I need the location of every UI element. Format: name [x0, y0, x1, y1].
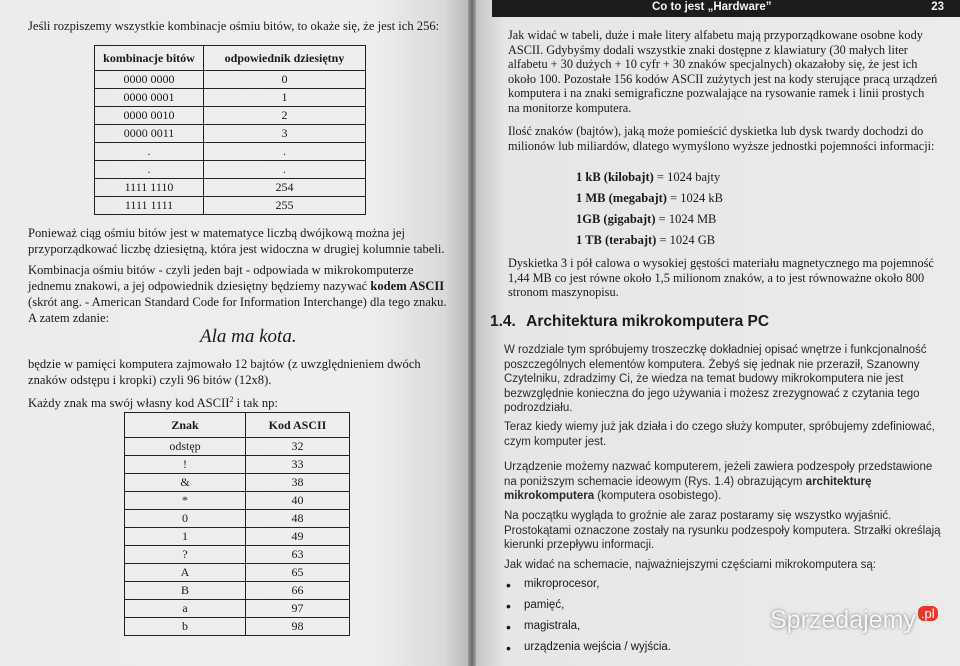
list-item: • mikroprocesor,	[512, 578, 671, 599]
table-cell: 48	[246, 510, 350, 528]
paragraph-architecture	[504, 460, 944, 504]
table-cell: 49	[246, 528, 350, 546]
table-cell: 0000 0010	[95, 107, 204, 125]
list-item: • urządzenia wejścia / wyjścia.	[512, 641, 671, 662]
table-cell: .	[204, 143, 366, 161]
unit-line	[576, 212, 716, 227]
table-row	[125, 456, 350, 474]
left-page	[0, 0, 468, 666]
table-cell: b	[125, 618, 246, 636]
table-row	[125, 582, 350, 600]
footnote-marker: 2	[229, 395, 234, 404]
paragraph: Na początku wygląda to groźnie ale zaraz postaramy się wszystko wyjaśnić. Prostokątami oznaczone zostały na rysunku podzespoły komputera. Strzałki określają kierunki przepływu informacji.	[504, 510, 941, 551]
table-row	[95, 161, 366, 179]
text-run: Kombinacja ośmiu bitów - czyli jeden bajt - odpowiada w mikrokomputerze jednemu znakowi, a jej odpowiednik dziesiętny będziemy nazywać	[28, 263, 414, 293]
table-cell: 33	[246, 456, 350, 474]
table-cell: 40	[246, 492, 350, 510]
table-cell: odstęp	[125, 438, 246, 456]
table-row	[125, 618, 350, 636]
table-row	[125, 438, 350, 456]
paragraph: Ilość znaków (bajtów), jaką może pomieścić dyskietka lub dysk twardy dochodzi do milionów lub miliardów, dlatego wymyślono wyższe jednostki pojemności informacji:	[508, 124, 935, 153]
intro-text: Jeśli rozpiszemy wszystkie kombinacje ośmiu bitów, to okaże się, że jest ich 256:	[28, 19, 440, 33]
table-cell: 0	[125, 510, 246, 528]
table-cell: 0	[204, 71, 366, 89]
table-cell: .	[204, 161, 366, 179]
example-sentence: Ala ma kota.	[200, 326, 297, 347]
watermark-badge: .pl	[918, 606, 938, 621]
table-cell: 1	[125, 528, 246, 546]
unit-name: 1 MB (megabajt)	[576, 191, 667, 205]
list-item: • pamięć,	[512, 599, 671, 620]
column-header: odpowiednik dziesiętny	[204, 46, 366, 71]
table-cell: A	[125, 564, 246, 582]
unit-line	[576, 233, 715, 248]
table-row	[125, 546, 350, 564]
right-page	[476, 0, 960, 666]
table-cell: 66	[246, 582, 350, 600]
bits-table	[94, 45, 366, 215]
unit-name: 1 TB (terabajt)	[576, 233, 657, 247]
page-number: 23	[931, 1, 944, 13]
chapter-title: Co to jest „Hardware”	[652, 1, 772, 13]
table-cell: *	[125, 492, 246, 510]
table-cell: .	[95, 143, 204, 161]
bold-term: kodem ASCII	[370, 279, 445, 293]
component-list	[512, 578, 671, 662]
table-header-row	[125, 413, 350, 438]
table-cell: 32	[246, 438, 350, 456]
paragraph: W rozdziale tym spróbujemy troszeczkę dokładniej opisać wnętrze i funkcjonalność poszczególnych elementów komputera. Żebyś się jednak nie przeraził, Szanowny Czytelniku, zdradzimy Ci, że wiedza na temat budowy mikrokomputera nie jest bezwzględnie konieczna do jego używania i możesz zrezygnować z czytania tego podrozdziału.	[504, 344, 927, 414]
section-heading	[490, 313, 769, 331]
table-row	[95, 89, 366, 107]
text-run: i tak np:	[233, 396, 278, 411]
text-run: (skrót ang. - American Standard Code for Information Interchange) dla tego znaku. A zatem zdanie:	[28, 295, 447, 325]
table-cell: 1111 1111	[95, 197, 204, 215]
section-number: 1.4.	[490, 313, 516, 330]
column-header: kombinacje bitów	[95, 46, 204, 71]
table-row	[125, 600, 350, 618]
table-cell: 1	[204, 89, 366, 107]
table-cell: 65	[246, 564, 350, 582]
column-header: Kod ASCII	[246, 413, 350, 438]
column-header: Znak	[125, 413, 246, 438]
table-cell: 254	[204, 179, 366, 197]
table-cell: 63	[246, 546, 350, 564]
table-row	[125, 528, 350, 546]
paragraph: Teraz kiedy wiemy już jak działa i do czego służy komputer, spróbujemy zdefiniować, czym komputer jest.	[504, 421, 935, 448]
unit-name: 1GB (gigabajt)	[576, 212, 656, 226]
paragraph: będzie w pamięci komputera zajmowało 12 bajtów (z uwzględnieniem dwóch znaków odstępu i kropki) czyli 96 bitów (12x8).	[28, 357, 421, 387]
table-cell: .	[95, 161, 204, 179]
watermark-text: Sprzedajemy	[770, 606, 916, 634]
unit-value: = 1024 GB	[656, 233, 716, 247]
paragraph-ascii-definition	[28, 262, 453, 326]
table-cell: ?	[125, 546, 246, 564]
table-row	[125, 564, 350, 582]
table-row	[95, 71, 366, 89]
list-item: • magistrala,	[512, 620, 671, 641]
table-row	[95, 179, 366, 197]
watermark-logo	[770, 606, 938, 635]
unit-line	[576, 191, 723, 206]
section-title: Architektura mikrokomputera PC	[526, 313, 770, 330]
table-row	[95, 197, 366, 215]
table-row	[95, 143, 366, 161]
paragraph: Jak widać w tabeli, duże i małe litery alfabetu mają przyporządkowane osobne kody ASCII. Gdybyśmy dodali wszystkie znaki dostępne z klawiatury (30 małych liter alfabetu + 30 dużych + 10 cyfr + 30 znaków specjalnych) okazałoby się, że jest ich około 100. Pozostałe 156 kodów ASCII zużytych jest na kody sterujące pracą urządzeń komputera i na znaki semigraficzne pozwalające na rysowanie ramek i linii prostych na monitorze komputera.	[508, 28, 938, 115]
book-gutter	[468, 0, 476, 666]
table-cell: &	[125, 474, 246, 492]
table-cell: 255	[204, 197, 366, 215]
ascii-table	[124, 412, 350, 636]
table-cell: 0000 0000	[95, 71, 204, 89]
unit-name: 1 kB (kilobajt)	[576, 170, 654, 184]
unit-value: = 1024 kB	[666, 191, 723, 205]
table-row	[95, 107, 366, 125]
table-cell: 38	[246, 474, 350, 492]
paragraph: Jak widać na schemacie, najważniejszymi częściami mikrokomputera są:	[504, 559, 876, 571]
table-cell: a	[125, 600, 246, 618]
text-run: Urządzenie możemy nazwać komputerem, jeżeli zawiera podzespoły przedstawione na poniższym schemacie ideowym (Rys. 1.4) obrazującym	[504, 461, 933, 488]
table-cell: 1111 1110	[95, 179, 204, 197]
table-row	[125, 510, 350, 528]
table-row	[125, 474, 350, 492]
text-run: (komputera osobistego).	[594, 490, 722, 502]
table-cell: 97	[246, 600, 350, 618]
table-header-row	[95, 46, 366, 71]
table-cell: B	[125, 582, 246, 600]
table-cell: 3	[204, 125, 366, 143]
table-row	[125, 492, 350, 510]
unit-line	[576, 170, 720, 185]
table-cell: !	[125, 456, 246, 474]
table-cell: 0000 0011	[95, 125, 204, 143]
paragraph-ascii-intro	[28, 392, 453, 411]
bold-term: architekturę mikrokomputera	[504, 475, 872, 502]
running-header	[492, 0, 960, 17]
text-run: Każdy znak ma swój własny kod ASCII	[28, 396, 230, 411]
paragraph: Ponieważ ciąg ośmiu bitów jest w matematyce liczbą dwójkową można jej przyporządkować liczbę dziesiętną, która jest widoczna w drugiej kolumnie tabeli.	[28, 226, 445, 256]
table-cell: 0000 0001	[95, 89, 204, 107]
table-row	[95, 125, 366, 143]
unit-value: = 1024 bajty	[653, 170, 721, 184]
unit-value: = 1024 MB	[655, 212, 717, 226]
paragraph: Dyskietka 3 i pół calowa o wysokiej gęstości materiału magnetycznego ma pojemność 1,44 MB co jest równe około 1,5 milionom znaków, a to jest równoważne około 800 stronom maszynopisu.	[508, 256, 934, 300]
table-cell: 98	[246, 618, 350, 636]
table-cell: 2	[204, 107, 366, 125]
